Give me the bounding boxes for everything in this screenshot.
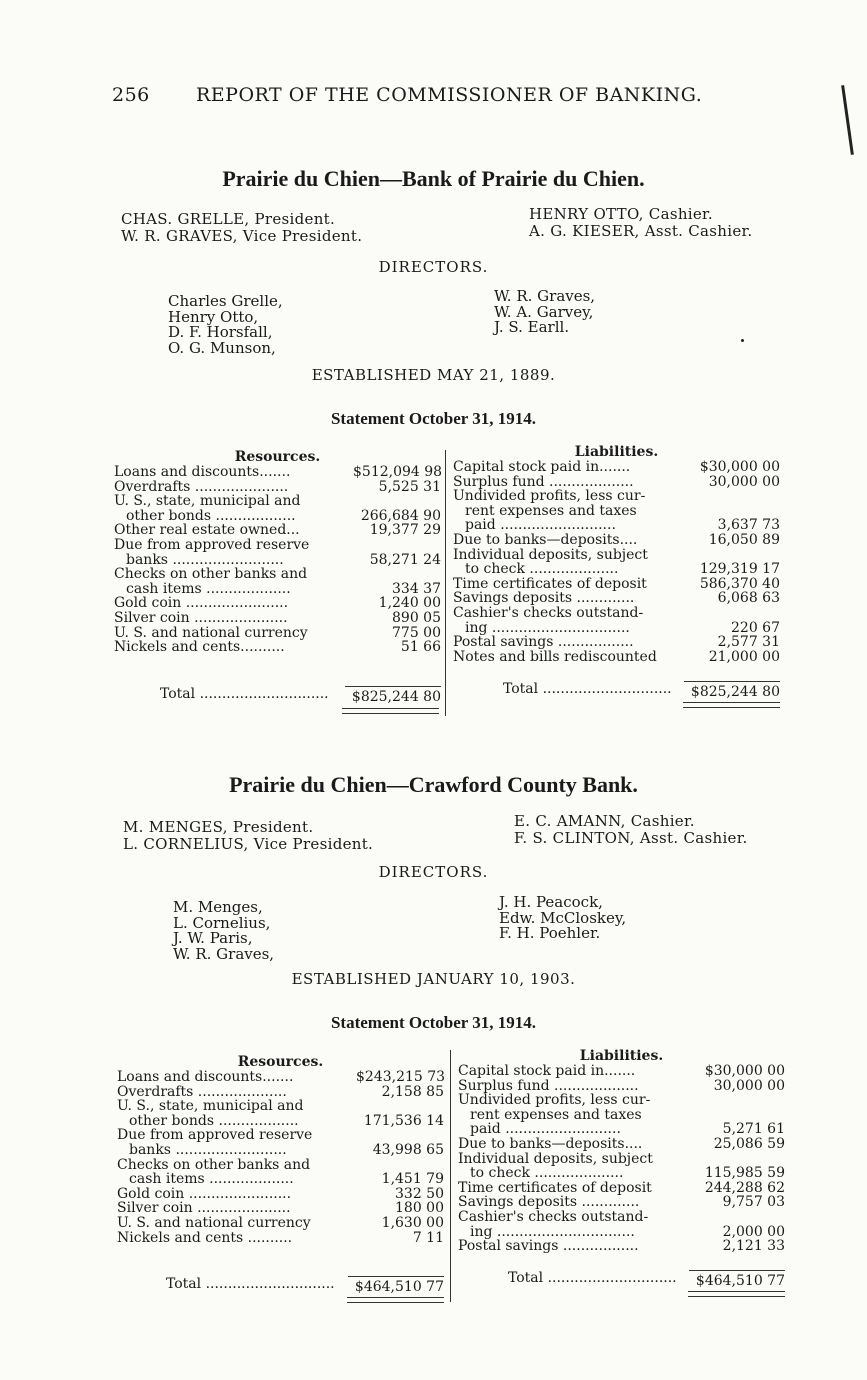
officer: HENRY OTTO, Cashier.: [529, 205, 713, 223]
table-row: [114, 494, 441, 509]
row-label: Notes and bills rediscounted: [453, 649, 657, 665]
table-row: [458, 1108, 785, 1123]
liabilities-heading: Liabilities.: [579, 1048, 664, 1064]
liabilities-table: [453, 445, 780, 664]
row-amount: [353, 538, 441, 553]
row-amount: $512,094 98: [353, 464, 443, 480]
table-row: [453, 504, 780, 519]
director: Edw. McCloskey,: [499, 908, 627, 927]
row-label: banks .........................: [129, 1142, 287, 1158]
table-row: [117, 1114, 444, 1129]
table-row: [114, 538, 441, 553]
total-amount: $464,510 77: [689, 1270, 785, 1289]
table-row: [458, 1064, 785, 1079]
row-amount: 58,271 24: [369, 551, 441, 568]
row-label: Nickels and cents..........: [114, 640, 285, 655]
row-label: Surplus fund ...................: [458, 1078, 639, 1094]
resources-table: [117, 1055, 444, 1245]
table-row: [458, 1239, 785, 1254]
table-row: [453, 489, 780, 504]
row-amount: 332 50: [395, 1185, 444, 1202]
row-amount: 43,998 65: [372, 1141, 444, 1158]
row-amount: [356, 1158, 444, 1173]
row-label: U. S., state, municipal and: [114, 494, 301, 509]
row-label: Checks on other banks and: [114, 567, 308, 582]
row-label: Postal savings .................: [458, 1239, 639, 1254]
total-amount: $825,244 80: [684, 681, 780, 700]
table-row: [117, 1172, 444, 1187]
running-title: REPORT OF THE COMMISSIONER OF BANKING.: [196, 84, 703, 106]
table-row: [458, 1195, 785, 1210]
table-row: [453, 533, 780, 548]
table-row: [114, 611, 441, 626]
table-row: [458, 1122, 785, 1137]
row-label: Silver coin .....................: [117, 1201, 291, 1216]
table-row: [114, 596, 441, 611]
row-amount: 3,637 73: [717, 517, 780, 534]
officer: A. G. KIESER, Asst. Cashier.: [529, 222, 753, 240]
total-label: Total .............................: [166, 1276, 335, 1292]
officers-left: [123, 819, 373, 853]
row-amount: 1,451 79: [381, 1171, 444, 1188]
row-label: Postal savings .................: [453, 635, 634, 650]
resources-heading: Resources.: [237, 1054, 324, 1070]
table-row: [114, 523, 441, 538]
row-label: cash items ...................: [129, 1172, 294, 1187]
row-label: Undivided profits, less cur-: [453, 489, 646, 504]
officer: E. C. AMANN, Cashier.: [514, 812, 695, 830]
row-label: Gold coin .......................: [114, 596, 289, 611]
row-amount: $30,000 00: [704, 1063, 785, 1079]
row-amount: 7 11: [412, 1229, 444, 1246]
table-row: [114, 567, 441, 582]
officer: CHAS. GRELLE, President.: [121, 210, 336, 228]
row-amount: 9,757 03: [722, 1194, 785, 1211]
row-label: Individual deposits, subject: [453, 547, 648, 563]
table-row: [114, 582, 441, 597]
row-amount: 25,086 59: [713, 1135, 785, 1152]
row-label: Due from approved reserve: [117, 1128, 313, 1143]
row-amount: [692, 504, 780, 519]
table-row: [453, 606, 780, 621]
resources-total-row: [114, 686, 441, 705]
director: J. H. Peacock,: [499, 893, 603, 911]
table-row: [117, 1158, 444, 1173]
resources-table: [114, 450, 441, 655]
page-number: 256: [112, 84, 150, 106]
table-row: [458, 1079, 785, 1094]
resources-heading: Resources.: [234, 449, 321, 465]
row-label: other bonds ..................: [129, 1113, 299, 1129]
row-label: Silver coin .....................: [114, 610, 288, 626]
row-amount: 129,319 17: [699, 561, 780, 578]
established-date: ESTABLISHED JANUARY 10, 1903.: [291, 970, 576, 988]
bank-title: Prairie du Chien—Crawford County Bank.: [229, 772, 638, 797]
row-label: U. S. and national currency: [117, 1215, 311, 1231]
officers-left: [121, 211, 362, 245]
statement-heading: Statement October 31, 1914.: [330, 409, 537, 428]
directors-right: [494, 289, 595, 336]
table-row: [114, 465, 441, 480]
officer: M. MENGES, President.: [123, 818, 314, 836]
director: W. A. Garvey,: [494, 302, 594, 321]
row-label: Capital stock paid in.......: [453, 460, 631, 475]
double-rule: [342, 708, 439, 714]
row-amount: 775 00: [392, 624, 441, 641]
row-label: cash items ...................: [126, 581, 291, 597]
total-label: Total .............................: [508, 1270, 677, 1286]
row-amount: [353, 494, 441, 509]
row-label: Individual deposits, subject: [458, 1151, 653, 1167]
row-amount: [697, 1108, 785, 1123]
row-amount: 2,000 00: [722, 1223, 785, 1240]
row-amount: [692, 606, 780, 621]
row-amount: 6,068 63: [717, 590, 780, 607]
officer: F. S. CLINTON, Asst. Cashier.: [514, 829, 748, 847]
total-label: Total .............................: [503, 681, 672, 697]
table-row: [453, 475, 780, 490]
row-label: other bonds ..................: [126, 508, 296, 524]
statement-heading: Statement October 31, 1914.: [330, 1013, 537, 1032]
row-amount: [697, 1093, 785, 1108]
row-amount: 890 05: [392, 609, 441, 626]
row-label: Due to banks—deposits....: [453, 532, 638, 548]
row-label: to check ....................: [465, 562, 619, 577]
row-amount: 5,271 61: [722, 1121, 785, 1138]
row-label: Undivided profits, less cur-: [458, 1093, 651, 1108]
officers-right: [514, 813, 748, 847]
table-row: [117, 1085, 444, 1100]
table-row: [117, 1099, 444, 1114]
scan-edge-mark: [841, 85, 854, 155]
table-row: [458, 1181, 785, 1196]
row-amount: $243,215 73: [356, 1069, 446, 1085]
liabilities-total-row: [462, 1270, 785, 1289]
row-amount: 244,288 62: [704, 1179, 785, 1196]
liabilities-heading: Liabilities.: [574, 444, 659, 460]
row-amount: 2,121 33: [722, 1238, 785, 1255]
director: O. G. Munson,: [168, 338, 276, 357]
row-label: Other real estate owned...: [114, 523, 300, 538]
row-label: paid ..........................: [465, 518, 616, 533]
officer: L. CORNELIUS, Vice President.: [123, 835, 374, 853]
director: M. Menges,: [173, 898, 263, 916]
row-label: Overdrafts .....................: [114, 479, 289, 495]
total-label: Total .............................: [160, 686, 329, 702]
row-amount: 19,377 29: [369, 522, 441, 539]
double-rule: [688, 1291, 785, 1297]
table-row: [117, 1143, 444, 1158]
director: Henry Otto,: [168, 307, 259, 326]
table-row: [458, 1225, 785, 1240]
row-label: paid ..........................: [470, 1122, 621, 1137]
row-amount: [697, 1210, 785, 1225]
directors-right: [499, 895, 626, 942]
table-row: [453, 621, 780, 636]
row-label: Checks on other banks and: [117, 1157, 311, 1173]
scan-speck: [741, 339, 744, 342]
double-rule: [347, 1297, 444, 1303]
table-row: [458, 1210, 785, 1225]
row-amount: 1,630 00: [381, 1214, 444, 1231]
row-label: Gold coin .......................: [117, 1186, 292, 1202]
row-amount: [692, 548, 780, 563]
table-row: [117, 1201, 444, 1216]
table-row: [114, 509, 441, 524]
row-label: U. S., state, municipal and: [117, 1099, 304, 1114]
directors-label: DIRECTORS.: [378, 863, 489, 881]
row-label: rent expenses and taxes: [465, 503, 637, 519]
row-amount: 30,000 00: [708, 473, 780, 490]
row-amount: 171,536 14: [363, 1112, 444, 1129]
row-label: Capital stock paid in.......: [458, 1064, 636, 1079]
row-amount: 1,240 00: [378, 595, 441, 612]
row-label: Overdrafts ....................: [117, 1084, 287, 1100]
director: L. Cornelius,: [173, 913, 271, 932]
table-row: [117, 1231, 444, 1246]
row-label: Nickels and cents ..........: [117, 1230, 293, 1246]
row-amount: 2,158 85: [381, 1083, 444, 1100]
row-amount: 51 66: [400, 639, 441, 656]
row-label: Cashier's checks outstand-: [453, 605, 644, 621]
row-label: ing ...............................: [470, 1224, 635, 1240]
row-label: Due from approved reserve: [114, 537, 310, 553]
established-date: ESTABLISHED MAY 21, 1889.: [311, 366, 556, 384]
row-label: Savings deposits .............: [453, 591, 635, 606]
row-amount: [692, 489, 780, 504]
table-row: [453, 591, 780, 606]
liabilities-total-row: [457, 681, 780, 700]
table-row: [458, 1093, 785, 1108]
row-label: to check ....................: [470, 1166, 624, 1181]
row-amount: 180 00: [395, 1200, 444, 1217]
table-row: [458, 1166, 785, 1181]
row-label: banks .........................: [126, 552, 284, 568]
row-amount: 16,050 89: [708, 531, 780, 548]
table-row: [453, 548, 780, 563]
resources-total-row: [120, 1276, 444, 1295]
table-row: [114, 626, 441, 641]
row-label: Cashier's checks outstand-: [458, 1209, 649, 1225]
row-label: ing ...............................: [465, 620, 630, 636]
row-amount: [356, 1128, 444, 1143]
directors-left: [168, 294, 283, 356]
row-label: Surplus fund ...................: [453, 474, 634, 490]
table-row: [453, 635, 780, 650]
column-divider: [450, 1050, 451, 1302]
total-amount: $464,510 77: [348, 1276, 444, 1295]
row-amount: 30,000 00: [713, 1077, 785, 1094]
director: Charles Grelle,: [168, 292, 283, 310]
table-row: [453, 518, 780, 533]
directors-left: [173, 900, 274, 962]
row-label: Due to banks—deposits....: [458, 1136, 643, 1152]
director: J. S. Earll.: [494, 318, 570, 336]
row-amount: 5,525 31: [378, 478, 441, 495]
bank-title: Prairie du Chien—Bank of Prairie du Chien.: [222, 166, 645, 191]
director: W. R. Graves,: [173, 944, 275, 963]
director: F. H. Poehler.: [499, 924, 601, 942]
row-label: Time certificates of deposit: [458, 1180, 652, 1196]
row-label: Loans and discounts.......: [117, 1070, 294, 1085]
liabilities-table: [458, 1049, 785, 1254]
row-amount: 266,684 90: [360, 507, 441, 524]
row-amount: 21,000 00: [708, 648, 780, 665]
row-amount: $30,000 00: [699, 459, 780, 475]
officers-right: [529, 206, 752, 240]
director: W. R. Graves,: [494, 287, 596, 305]
total-amount: $825,244 80: [345, 686, 441, 705]
table-row: [453, 650, 780, 665]
table-row: [117, 1216, 444, 1231]
row-amount: 334 37: [392, 580, 441, 597]
row-amount: [353, 567, 441, 582]
table-row: [117, 1128, 444, 1143]
table-row: [458, 1137, 785, 1152]
table-row: [458, 1152, 785, 1167]
column-divider: [445, 450, 446, 716]
row-amount: [697, 1152, 785, 1167]
row-label: rent expenses and taxes: [470, 1107, 642, 1123]
director: D. F. Horsfall,: [168, 323, 273, 341]
directors-label: DIRECTORS.: [378, 258, 489, 276]
table-row: [114, 480, 441, 495]
table-row: [114, 640, 441, 655]
row-label: Savings deposits .............: [458, 1195, 640, 1210]
row-amount: 586,370 40: [699, 575, 780, 592]
row-label: Time certificates of deposit: [453, 576, 647, 592]
table-row: [453, 562, 780, 577]
row-label: Loans and discounts.......: [114, 465, 291, 480]
table-row: [453, 460, 780, 475]
row-amount: 2,577 31: [717, 634, 780, 651]
row-label: U. S. and national currency: [114, 625, 308, 641]
row-amount: [356, 1099, 444, 1114]
row-amount: 115,985 59: [704, 1165, 785, 1182]
table-row: [114, 553, 441, 568]
table-row: [453, 577, 780, 592]
director: J. W. Paris,: [173, 929, 253, 947]
double-rule: [683, 702, 780, 708]
table-row: [117, 1070, 444, 1085]
table-row: [117, 1187, 444, 1202]
officer: W. R. GRAVES, Vice President.: [121, 227, 363, 245]
row-amount: 220 67: [731, 619, 780, 636]
